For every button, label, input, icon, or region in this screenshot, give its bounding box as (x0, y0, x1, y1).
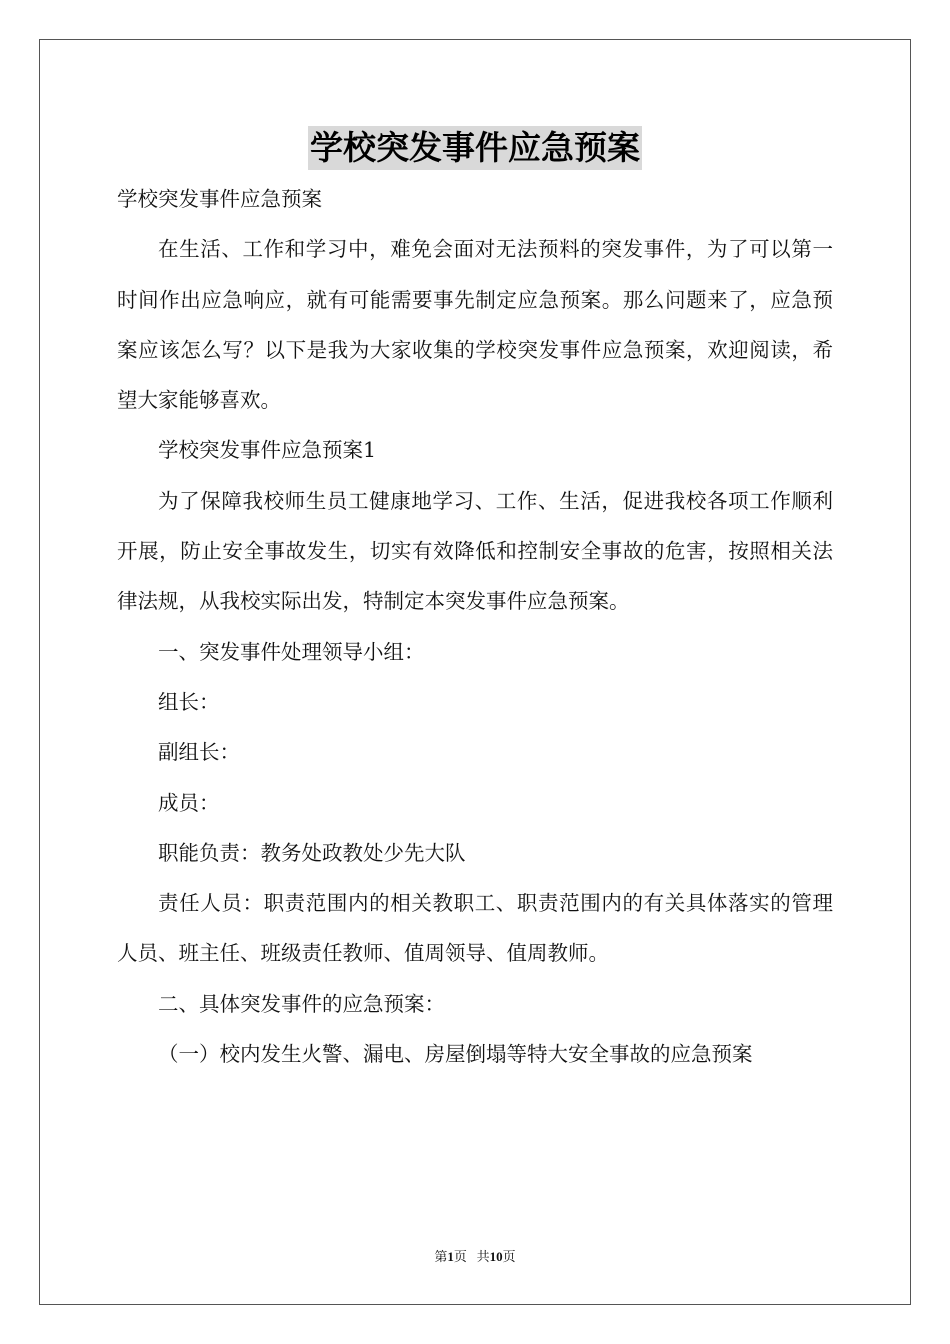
paragraph: 组长： (158, 689, 220, 714)
paragraph: 职能负责：教务处政教处少先大队 (158, 840, 466, 865)
paragraph: 责任人员：职责范围内的相关教职工、职责范围内的有关具体落实的管理人员、班主任、班级责任教师、值周领导、值周教师。 (117, 891, 833, 966)
document-title: 学校突发事件应急预案 (308, 126, 642, 170)
document-body (117, 174, 833, 1079)
paragraph: 学校突发事件应急预案1 (158, 438, 377, 463)
page-prefix: 第 (434, 1249, 448, 1264)
paragraph: 一、突发事件处理领导小组： (158, 639, 425, 664)
page-footer (0, 1246, 950, 1265)
page-number: 1 (447, 1249, 454, 1264)
paragraph: （一）校内发生火警、漏电、房屋倒塌等特大安全事故的应急预案 (158, 1042, 753, 1067)
total-pages: 10 (489, 1249, 503, 1264)
paragraph: 在生活、工作和学习中，难免会面对无法预料的突发事件，为了可以第一时间作出应急响应，就有可能需要事先制定应急预案。那么问题来了，应急预案应该怎么写？以下是我为大家收集的学校突发事件应急预案，欢迎阅读，希望大家能够喜欢。 (117, 237, 833, 413)
paragraph: 二、具体突发事件的应急预案： (158, 991, 445, 1016)
paragraph: 成员： (158, 790, 220, 815)
title-container (0, 126, 950, 170)
paragraph: 学校突发事件应急预案 (117, 187, 322, 211)
page-suffix: 页 (453, 1249, 467, 1264)
paragraph: 为了保障我校师生员工健康地学习、工作、生活，促进我校各项工作顺利开展，防止安全事故发生，切实有效降低和控制安全事故的危害，按照相关法律法规，从我校实际出发，特制定本突发事件应急预案。 (117, 488, 833, 614)
paragraph: 副组长： (158, 740, 240, 765)
total-prefix: 共 (476, 1249, 490, 1264)
total-suffix: 页 (502, 1249, 516, 1264)
